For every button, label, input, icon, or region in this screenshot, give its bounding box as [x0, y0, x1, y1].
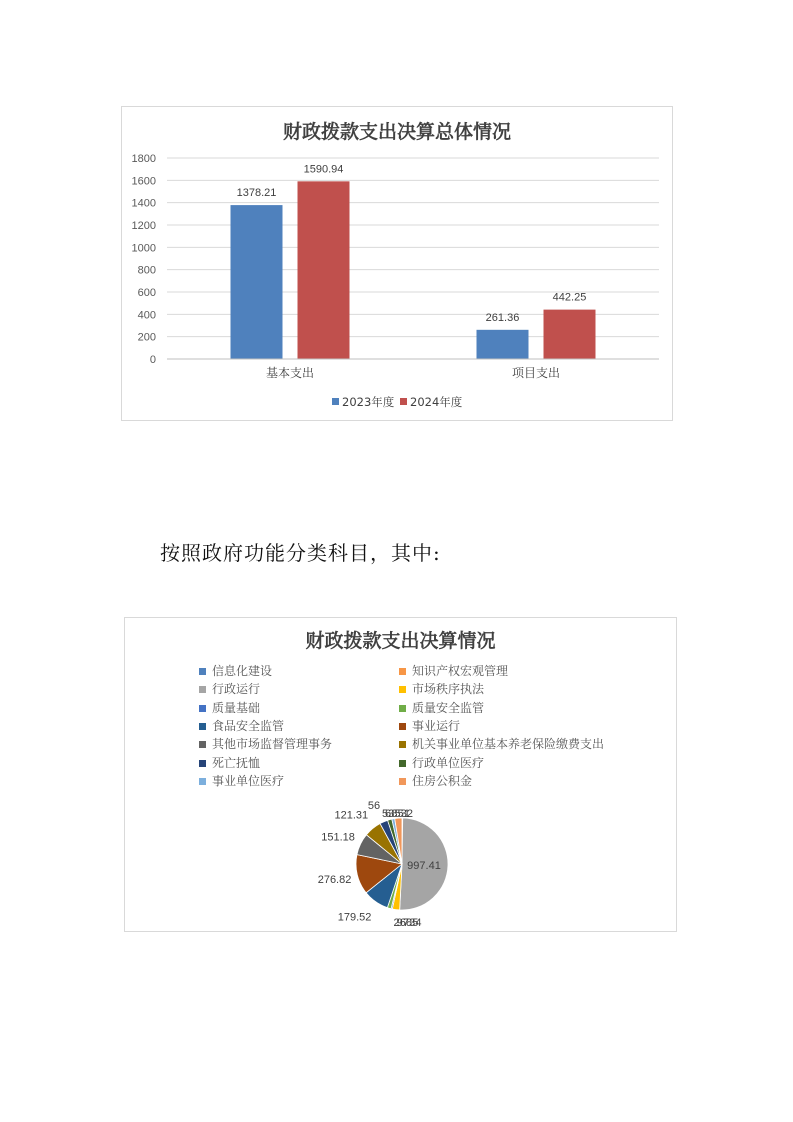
bar-chart-title: 财政拨款支出决算总体情况 [282, 121, 511, 143]
legend-swatch [400, 398, 407, 405]
bar-1-1 [544, 310, 596, 359]
pie-legend-label: 事业运行 [412, 718, 461, 733]
pie-crowded-top-labels: 56.3855312 [381, 808, 411, 820]
pie-legend-label: 质量安全监管 [412, 700, 485, 715]
pie-value-label: 56 [367, 800, 381, 813]
y-tick-label: 1400 [131, 197, 156, 210]
pie-chart [124, 617, 677, 932]
pie-value-label: 179.52 [337, 911, 372, 924]
body-paragraph: 按照政府功能分类科目，其中: [160, 541, 441, 565]
bar-chart [121, 106, 673, 421]
pie-legend-label: 知识产权宏观管理 [412, 664, 509, 678]
y-tick-label: 1800 [131, 153, 156, 165]
bar-chart-plot [122, 107, 674, 422]
y-tick-label: 1600 [131, 175, 156, 188]
legend-swatch [332, 398, 339, 405]
bar-value-label: 442.25 [552, 291, 587, 304]
x-category-label: 项目支出 [511, 366, 561, 380]
x-category-label: 基本支出 [265, 366, 315, 380]
legend-label: 2023年度 [342, 395, 395, 409]
pie-legend-label: 死亡抚恤 [212, 755, 261, 770]
pie-legend-label: 质量基础 [212, 700, 261, 715]
pie-legend-label: 住房公积金 [412, 773, 473, 788]
pie-legend-label: 事业单位医疗 [212, 773, 285, 788]
pie-legend-label: 行政单位医疗 [412, 755, 485, 770]
y-tick-label: 0 [149, 354, 156, 366]
y-tick-label: 600 [137, 287, 156, 299]
pie-legend-label: 信息化建设 [212, 664, 273, 678]
bar-value-label: 1590.94 [303, 163, 344, 176]
pie-legend-label: 行政运行 [212, 682, 261, 697]
pie-value-label: 997.41 [407, 860, 441, 872]
pie-legend-label: 机关事业单位基本养老保险缴费支出 [412, 737, 605, 752]
y-tick-label: 1000 [131, 242, 156, 255]
y-tick-label: 800 [137, 264, 156, 277]
pie-legend-label: 食品安全监管 [212, 718, 285, 733]
bar-value-label: 261.36 [485, 311, 520, 324]
pie-legend-label: 市场秩序执法 [412, 682, 485, 697]
bar-0-1 [298, 181, 350, 359]
pie-crowded-bottom-labels: 2.9678354 [393, 917, 419, 929]
pie-value-label: 121.31 [334, 809, 369, 822]
legend-label: 2024年度 [410, 395, 463, 409]
y-tick-label: 400 [137, 309, 156, 322]
bar-value-label: 1378.21 [236, 187, 277, 200]
pie-chart-plot [125, 618, 678, 933]
pie-chart-title: 财政拨款支出决算情况 [305, 630, 496, 652]
pie-value-label: 151.18 [321, 831, 355, 844]
bar-1-0 [477, 330, 529, 359]
pie-value-label: 276.82 [317, 873, 352, 886]
pie-legend-label: 其他市场监督管理事务 [212, 737, 333, 752]
y-tick-label: 1200 [131, 220, 156, 232]
bar-0-0 [231, 205, 283, 359]
y-tick-label: 200 [137, 331, 156, 344]
